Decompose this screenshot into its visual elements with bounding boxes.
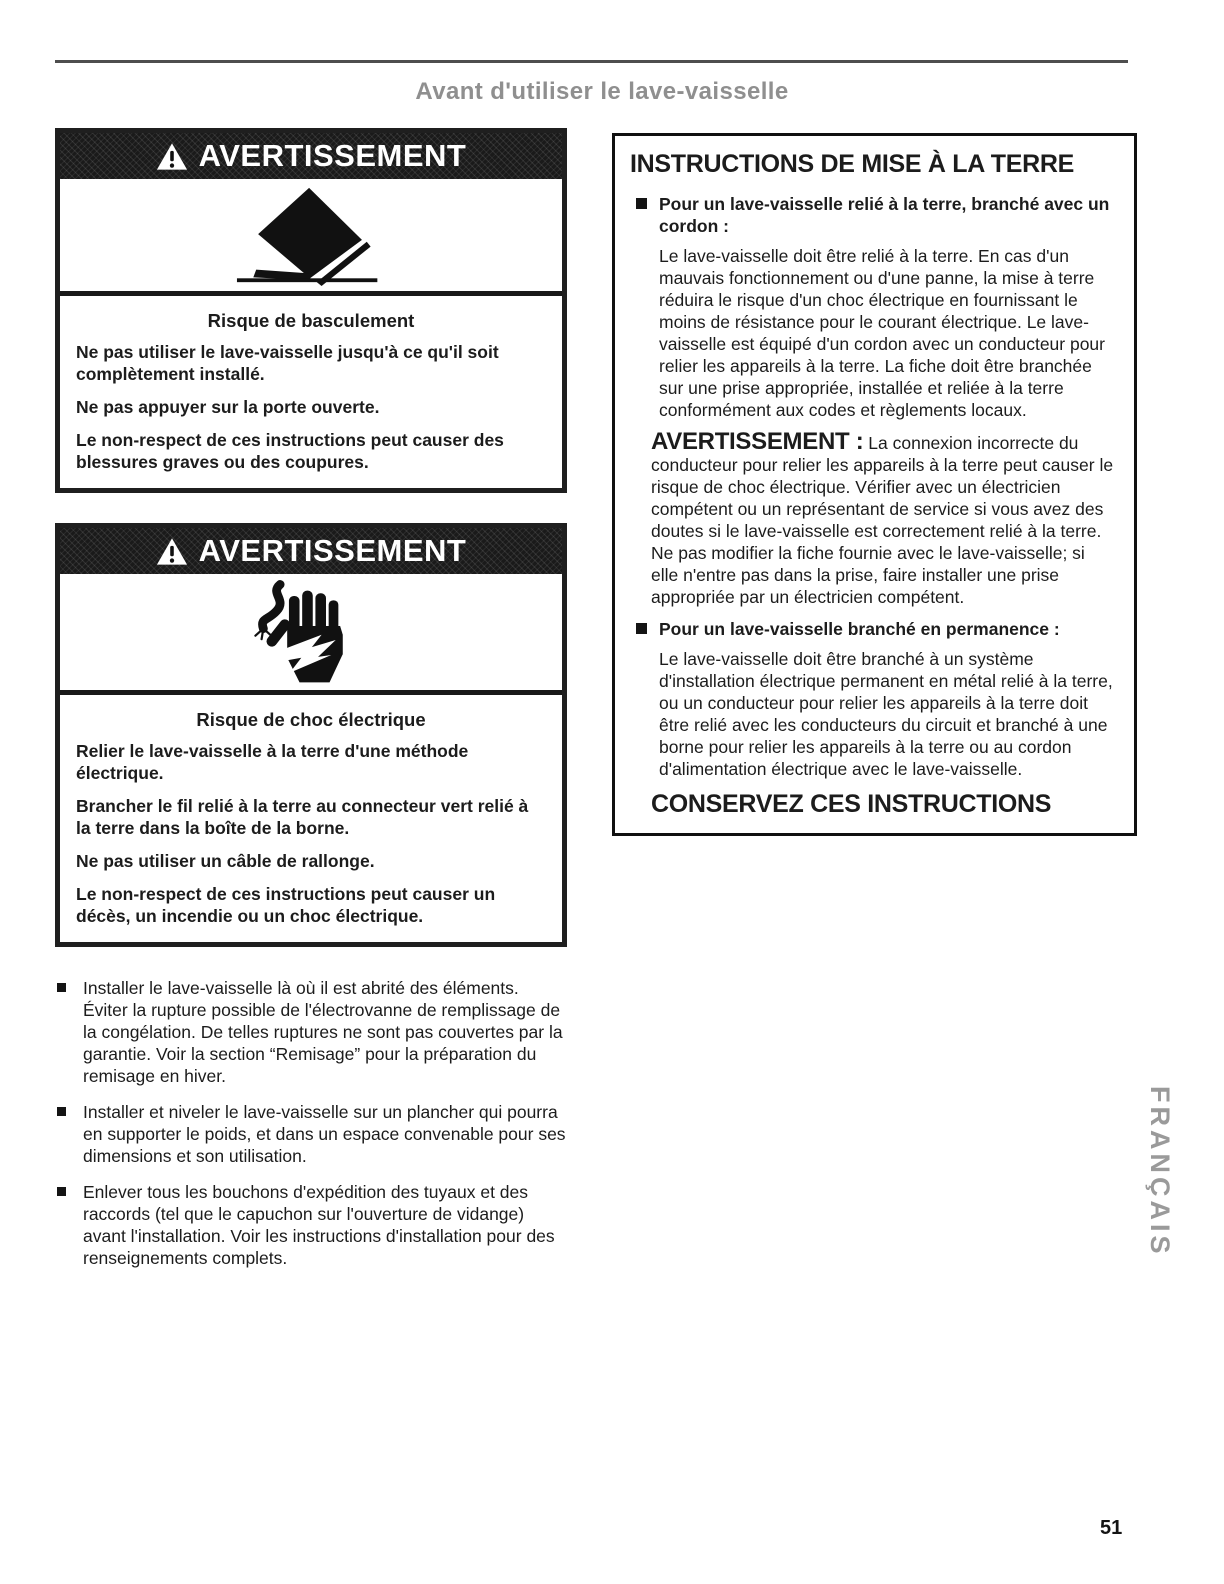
warning-text-panel (60, 296, 562, 488)
grounding-item-permanent (630, 618, 1116, 780)
warning-paragraph: Brancher le fil relié à la terre au connecteur vert relié à la terre dans la boîte de la borne. (76, 796, 529, 838)
list-item (55, 977, 567, 1087)
warning-text-panel (60, 695, 562, 942)
warning-box-tip-over (55, 128, 567, 493)
hazard-title: Risque de choc électrique (196, 709, 426, 730)
warning-triangle-icon (156, 142, 188, 171)
warning-paragraph: Ne pas utiliser un câble de rallonge. (76, 851, 375, 871)
top-divider (55, 60, 1128, 63)
grounding-item-header: Pour un lave-vaisselle relié à la terre, branché avec un cordon : (659, 194, 1110, 236)
electric-shock-hazard-icon (60, 576, 562, 695)
save-instructions-footer: CONSERVEZ CES INSTRUCTIONS (651, 790, 1052, 818)
grounding-item-body: Le lave-vaisselle doit être relié à la terre. En cas d'un mauvais fonctionnement ou d'une panne, la mise à terre réduira le risque d'un choc électrique en fournissant le moins de résistance pour le courant électrique. Le lave-vaisselle est équipé d'un cordon avec un conducteur pour relier les appareils à la terre. La fiche doit être branchée sur une prise appropriée, installée et reliée à la terre conformément aux codes et règlements locaux. (659, 246, 1105, 420)
page-title: Avant d'utiliser le lave-vaisselle (415, 78, 789, 105)
warning-box-electric-shock (55, 523, 567, 947)
square-bullet-icon (57, 983, 66, 992)
list-item (55, 1101, 567, 1167)
grounding-title: INSTRUCTIONS DE MISE À LA TERRE (630, 150, 1074, 178)
warning-band-label: AVERTISSEMENT (198, 138, 467, 173)
grounding-item-body: Le lave-vaisselle doit être branché à un système d'installation électrique permanent en métal relié à la terre, ou un conducteur pour relier les appareils à la terre doit être relié avec les conducteurs du circuit et branché à une borne pour relier les appareils à la terre ou au cordon d'alimentation électrique avec le lave-vaisselle. (659, 649, 1113, 779)
warning-paragraph: Ne pas utiliser le lave-vaisselle jusqu'à ce qu'il soit complètement installé. (76, 342, 499, 384)
square-bullet-icon (636, 198, 647, 209)
hazard-title: Risque de basculement (207, 310, 415, 331)
warning-paragraph: Ne pas appuyer sur la porte ouverte. (76, 397, 380, 417)
square-bullet-icon (57, 1107, 66, 1116)
warning-band (60, 133, 562, 181)
square-bullet-icon (636, 623, 647, 634)
left-column (55, 128, 567, 1283)
grounding-instructions-box (612, 133, 1137, 836)
language-side-tab: FRANÇAIS (1145, 1086, 1175, 1258)
warning-triangle-icon (156, 537, 188, 566)
right-column (612, 133, 1137, 836)
grounding-warning-paragraph (630, 428, 1116, 608)
tip-over-hazard-icon (60, 181, 562, 296)
installation-bullet-list (55, 977, 567, 1269)
grounding-item-cord (630, 193, 1116, 421)
list-item (55, 1181, 567, 1269)
warning-band-label: AVERTISSEMENT (198, 533, 467, 568)
square-bullet-icon (57, 1187, 66, 1196)
list-item-text: Installer le lave-vaisselle là où il est abrité des éléments. Éviter la rupture possible de l'électrovanne de remplissage de la congélation. De telles ruptures ne sont pas couvertes par la garantie. Voir la section “Remisage” pour la préparation du remisage en hiver. (83, 978, 563, 1086)
page-number: 51 (1100, 1517, 1123, 1539)
list-item-text: Enlever tous les bouchons d'expédition des tuyaux et des raccords (tel que le capuchon sur l'ouverture de vidange) avant l'installation. Voir les instructions d'installation pour des renseignements complets. (83, 1182, 555, 1268)
grounding-item-header: Pour un lave-vaisselle branché en permanence : (659, 619, 1060, 639)
grounding-warning-label: AVERTISSEMENT : (651, 428, 864, 455)
warning-paragraph: Le non-respect de ces instructions peut causer des blessures graves ou des coupures. (76, 430, 504, 472)
warning-paragraph: Le non-respect de ces instructions peut causer un décès, un incendie ou un choc électrique. (76, 884, 496, 926)
grounding-warning-body: La connexion incorrecte du conducteur pour relier les appareils à la terre peut causer le risque de choc électrique. Vérifier avec un électricien compétent ou un représentant de service si vous avez des doutes si le lave-vaisselle est correctement relié à la terre. Ne pas modifier la fiche fournie avec le lave-vaisselle; si elle n'entre pas dans la prise, faire installer une prise appropriée par un électricien compétent. (651, 433, 1114, 607)
warning-paragraph: Relier le lave-vaisselle à la terre d'une méthode électrique. (76, 741, 469, 783)
list-item-text: Installer et niveler le lave-vaisselle sur un plancher qui pourra en supporter le poids, et dans un espace convenable pour ses dimensions et son utilisation. (83, 1102, 566, 1166)
warning-band (60, 528, 562, 576)
